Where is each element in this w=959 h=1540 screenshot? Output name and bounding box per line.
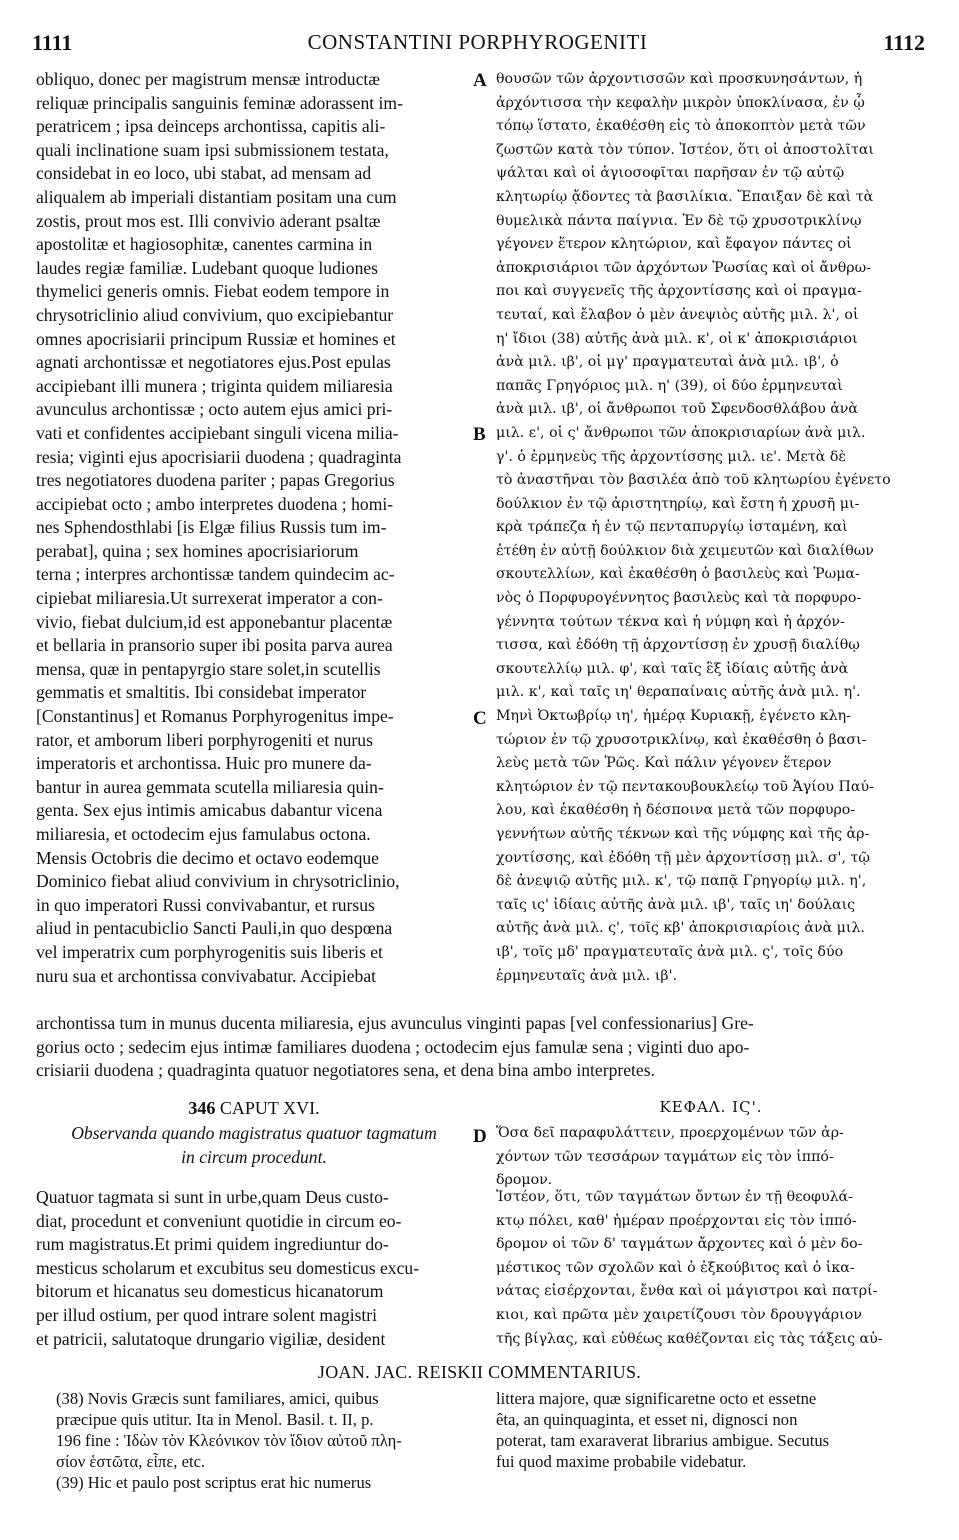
- greek-line: ψάλται καὶ οἱ ἁγιοσοφῖται παρῆσαν ἐν τῷ αὐτῷ: [496, 165, 845, 182]
- latin-full-line: archontissa tum in munus ducenta miliaresia, ejus avunculus vinginti papas [vel confessionarius] Gre-: [36, 1013, 754, 1033]
- greek-line: τὸ ἀναστῆναι τὸν βασιλέα ἀπὸ τοῦ κλητωρίου ἐγένετο: [496, 472, 891, 489]
- latin-line: Dominico fiebat aliud convivium in chrysotriclinio,: [36, 871, 400, 892]
- latin-line: imperatoris et archontissa. Huic pro munere da-: [36, 753, 372, 774]
- latin-line: perabat], quina ; sex homines apocrisiariorum: [36, 540, 359, 561]
- latin-line: considebat in eo loco, ubi stabat, ad mensam ad: [36, 163, 372, 184]
- greek-line: νὸς ὁ Πορφυρογέννητος βασιλεὺς καὶ τὰ πορφυρο-: [496, 590, 862, 607]
- commentary-heading: JOAN. JAC. REISKII COMMENTARIUS.: [317, 1362, 642, 1382]
- greek-line: μιλ. ε', οἱ ς' ἄνθρωποι τῶν ἀποκρισιαρίων ἀνὰ μιλ.: [496, 424, 866, 441]
- greek-line: η' ἴδιοι (38) αὐτῆς ἀνὰ μιλ. κ', οἱ κ' ἀποκρισιάριοι: [496, 330, 858, 347]
- latin-line: [Constantinus] et Romanus Porphyrogenitus impe-: [36, 706, 394, 727]
- greek-line: τῆς βίγλας, καὶ εὐθέως καθέζονται εἰς τὰς τάξεις αὐ-: [496, 1330, 883, 1347]
- margin-letter-b: B: [473, 424, 486, 445]
- greek-line: κιοι, καὶ πρῶτα μὲν χαιρετίζουσι τὸν δρουγγάριον: [496, 1306, 862, 1323]
- note-line: êta, an quinquaginta, et esset ni, dignosci non: [496, 1410, 798, 1429]
- latin-line: obliquo, donec per magistrum mensæ introductæ: [36, 69, 381, 89]
- latin-line: thymelici generis omnis. Fiebat eodem tempore in: [36, 281, 390, 302]
- chapter-title-greek: ΚΕΦΑΛ. ΙϚ'.: [659, 1098, 763, 1116]
- latin-line: et patricii, salutatoque drungario vigiliæ, desident: [36, 1328, 386, 1349]
- latin-full-width-text: [36, 1012, 926, 1083]
- latin-full-line: gorius octo ; sedecim ejus intimæ familiares duodena ; octodecim ejus famulæ sena ; viginti duo apo-: [36, 1036, 750, 1057]
- greek-line: ἀποκρισιάριοι τῶν ἀρχόντων Ῥωσίας καὶ οἱ ἄνθρω-: [496, 259, 871, 276]
- subtitle-line: Observanda quando magistratus quatuor tagmatum: [71, 1123, 437, 1143]
- latin-line: laudes regiæ familiæ. Ludebant quoque ludiones: [36, 257, 379, 278]
- note-line: (38) Novis Græcis sunt familiares, amici, quibus: [56, 1389, 379, 1408]
- latin-line: Quatuor tagmata si sunt in urbe,quam Deus custo-: [36, 1187, 389, 1207]
- latin-line: per illud ostium, per quod intrare solent magistri: [36, 1304, 378, 1325]
- greek-line: ἑρμηνευταῖς ἀνὰ μιλ. ιβ'.: [496, 967, 677, 984]
- greek-line: νάτας εἰσέρχονται, ἔνθα καὶ οἱ μάγιστροι καὶ πατρί-: [496, 1283, 878, 1300]
- latin-line: mensa, quæ in pentapyrgio stare solet,in scutellis: [36, 658, 381, 679]
- latin-line: gemmatis et smaltitis. Ibi considebat imperator: [36, 682, 367, 703]
- latin-line: Mensis Octobris die decimo et octavo eodemque: [36, 847, 379, 868]
- greek-line: τόπῳ ἵστατο, ἐκαθέσθη εἰς τὸ ἀποκοπτὸν μετὰ τῶν: [496, 118, 866, 135]
- greek-line: δρομον οἱ τῶν δ' ταγμάτων ἄρχοντες καὶ ὁ μὲν δο-: [496, 1236, 863, 1253]
- latin-line: avunculus archontissæ ; octo autem ejus amici pri-: [36, 399, 393, 420]
- greek-line: ιβ', τοῖς μδ' πραγματευταῖς ἀνὰ μιλ. ς', τοῖς δύο: [496, 943, 844, 960]
- greek-line: λου, καὶ ἐκαθέσθη ἡ δέσποινα μετὰ τῶν πορφυρο-: [496, 802, 856, 819]
- greek-line: θουσῶν τῶν ἀρχοντισσῶν καὶ προσκυνησάντων, ἡ: [496, 71, 863, 87]
- note-line: 196 fine : Ἰδὼν τὸν Κλεόνικον τὸν ἴδιον αὐτοῦ πλη-: [56, 1431, 402, 1450]
- latin-line: reliquæ principalis sanguinis feminæ adorassent im-: [36, 92, 403, 113]
- latin-full-line: crisiarii duodena ; quadraginta quatuor negotiatores sena, et dena bina ambo interpretes.: [36, 1060, 655, 1081]
- margin-letter-d: D: [473, 1126, 487, 1147]
- subtitle-line: δρομον.: [496, 1172, 553, 1189]
- greek-line: τευταί, καὶ ἔλαβον ὁ μὲν ἀνεψιὸς αὐτῆς μιλ. λ', οἱ: [496, 306, 859, 323]
- greek-line: μέστικος τῶν σχολῶν καὶ ὁ ἐξκούβιτος καὶ ὁ ἱκα-: [496, 1259, 855, 1276]
- latin-line: accipiebant illi munera ; triginta quidem miliaresia: [36, 375, 393, 396]
- greek-line: ἐτέθη ἐν αὐτῇ δούλκιον διὰ χειμευτῶν καὶ διαλίθων: [496, 542, 874, 559]
- latin-line: bitorum et hicanatus seu domesticus hicanatorum: [36, 1281, 384, 1302]
- greek-line: μιλ. κ', καὶ ταῖς ιη' θεραπαίναις αὐτῆς ἀνὰ μιλ. η'.: [496, 684, 861, 701]
- note-line: fui quod maxime probabile videbatur.: [496, 1452, 747, 1471]
- latin-line: bantur in aurea gemmata scutella miliaresia quin-: [36, 776, 384, 797]
- margin-letter-c: C: [473, 708, 487, 729]
- chapter-number: 346: [188, 1098, 216, 1118]
- latin-line: diat, procedunt et conveniunt quotidie in circum eo-: [36, 1210, 402, 1231]
- latin-line: cipiebat miliaresia.Ut surrexerat imperator a con-: [36, 588, 383, 609]
- greek-line: σκουτελλίων, καὶ ἐκαθέσθη ὁ βασιλεὺς καὶ Ῥωμα-: [496, 566, 860, 583]
- greek-line: αὐτῆς ἀνὰ μιλ. ς', τοῖς κβ' ἀποκρισιαρίοις ἀνὰ μιλ.: [496, 920, 865, 937]
- chapter-title-latin: CAPUT XVI.: [219, 1098, 320, 1118]
- greek-line: σκουτελλίῳ μιλ. φ', καὶ ταῖς ἓξ ἰδίαις αὐτῆς ἀνὰ: [496, 660, 849, 677]
- greek-line: ἀνὰ μιλ. ιβ', οἱ ἄνθρωποι τοῦ Σφενδοσθλάβου ἀνὰ: [496, 401, 858, 418]
- greek-line: κλητώριον ἐν τῷ πεντακουβουκλείῳ τοῦ Ἁγίου Παύ-: [496, 778, 874, 795]
- latin-line: peratricem ; ipsa deinceps archontissa, capitis ali-: [36, 116, 386, 137]
- greek-line: ταῖς ις' ἰδίαις αὐτῆς ἀνὰ μιλ. ιβ', ταῖς ιη' δούλαις: [496, 896, 856, 913]
- greek-line: γεννήτων αὐτῆς τέκνων καὶ τῆς νύμφης καὶ τῆς ἀρ-: [496, 826, 870, 842]
- page-number-left: 1111: [32, 30, 73, 55]
- greek-line: ἀνὰ μιλ. ιβ', οἱ μγ' πραγματευταὶ ἀνὰ μιλ. ιβ', ὁ: [496, 354, 839, 371]
- greek-line: ποι καὶ συγγενεῖς τῆς ἀρχοντίσσης καὶ οἱ πραγμα-: [496, 283, 862, 300]
- latin-line: mesticus scholarum et excubitus seu domesticus excu-: [36, 1257, 420, 1278]
- latin-line: tres negotiatores duodena pariter ; papas Gregorius: [36, 470, 395, 491]
- latin-line: et bellaria in pransorio super ibi posita parva aurea: [36, 635, 393, 656]
- latin-column-top: [36, 68, 472, 988]
- greek-line: δὲ ἀνεψιῷ αὐτῆς μιλ. κ', τῷ παπᾷ Γρηγορίῳ μιλ. η',: [496, 873, 867, 890]
- latin-line: aliud in pentacubiclio Sancti Pauli,in quo despœna: [36, 918, 393, 939]
- subtitle-line: χόντων τῶν τεσσάρων ταγμάτων εἰς τὸν ἱππό-: [496, 1148, 834, 1165]
- latin-line: terna ; interpres archontissæ tandem quindecim ac-: [36, 564, 395, 585]
- note-line: littera majore, quæ significaretne octo et essetne: [496, 1389, 817, 1408]
- greek-line: κλητωρίῳ ᾄδοντες τὰ βασιλίκια. Ἔπαιξαν δὲ καὶ τὰ: [496, 188, 874, 205]
- running-title: CONSTANTINI PORPHYROGENITI: [307, 30, 648, 54]
- margin-letter-a: A: [473, 70, 487, 91]
- latin-line: zostis, prout mos est. Illi convivio aderant psaltæ: [36, 210, 381, 231]
- greek-line: κρὰ τράπεζα ἡ ἐν τῷ πενταπυργίῳ ἱσταμένη, καὶ: [496, 519, 848, 536]
- greek-line: λεὺς μετὰ τῶν Ῥῶς. Καὶ πάλιν γέγονεν ἕτερον: [496, 755, 832, 772]
- greek-line: ἀρχόντισσα τὴν κεφαλὴν μικρὸν ὑποκλίνασα, ἐν ᾧ: [496, 94, 865, 111]
- greek-column-top: [496, 68, 926, 988]
- subtitle-line: in circum procedunt.: [181, 1146, 327, 1167]
- latin-line: omnes apocrisiarii principum Russiæ et homines et: [36, 328, 396, 349]
- latin-line: agnati archontissæ et negotiatores ejus.Post epulas: [36, 352, 391, 373]
- latin-line: nuru sua et archontissa convivabatur. Accipiebat: [36, 965, 377, 986]
- latin-line: aliqualem ab imperiali distantiam positam una cum: [36, 186, 397, 207]
- subtitle-line: Ὅσα δεῖ παραφυλάττειν, προερχομένων τῶν ἀρ-: [496, 1125, 844, 1141]
- note-line: poterat, tam exaraverat librarius ambigue. Secutus: [496, 1431, 830, 1450]
- latin-line: accipiebat octo ; ambo interpretes duodena ; homi-: [36, 493, 394, 514]
- greek-line: Ἰστέον, ὅτι, τῶν ταγμάτων ὄντων ἐν τῇ θεοφυλά-: [496, 1189, 853, 1205]
- latin-line: vel imperatrix cum porphyrogenitis suis liberis et: [36, 941, 383, 962]
- latin-line: quali inclinatione suam ipsi submissionem testata,: [36, 139, 389, 160]
- latin-line: miliaresia, et octodecim ejus famulabus octona.: [36, 824, 371, 844]
- greek-line: γέγονεν ἕτερον κλητώριον, καὶ ἔφαγον πάντες οἱ: [496, 236, 852, 253]
- greek-line: ζωστῶν κατὰ τὸν τύπον. Ἰστέον, ὅτι οἱ ἀποστολῖται: [496, 141, 874, 158]
- latin-line: resia; viginti ejus apocrisiarii duodena ; quadraginta: [36, 446, 402, 467]
- latin-line: vati et confidentes accipiebant singuli vicena milia-: [36, 422, 399, 443]
- latin-line: chrysotriclinio aliud convivium, quo excipiebantur: [36, 304, 394, 325]
- latin-column-bottom: [36, 1186, 472, 1351]
- greek-line: δούλκιον ἐν τῷ ἀριστητηρίῳ, καὶ ἔστη ἡ χρυσῆ μι-: [496, 495, 860, 512]
- chapter-subtitle-latin: [36, 1123, 472, 1170]
- chapter-subtitle-greek: [496, 1123, 926, 1194]
- note-line: præcipue quis utitur. Ita in Menol. Basil. t. II, p.: [56, 1410, 374, 1429]
- commentary-notes-right: [496, 1388, 926, 1472]
- greek-column-bottom: [496, 1186, 926, 1351]
- greek-line: γ'. ὁ ἑρμηνεὺς τῆς ἀρχοντίσσης μιλ. ιε'. Μετὰ δὲ: [496, 448, 847, 465]
- page-number-right: 1112: [883, 30, 925, 55]
- latin-line: genta. Sex ejus intimis amicabus dabantur vicena: [36, 800, 383, 821]
- greek-line: τώριον ἐν τῷ χρυσοτρικλίνῳ, καὶ ἐκαθέσθη ὁ βασι-: [496, 731, 867, 748]
- greek-line: κτῳ πόλει, καθ' ἡμέραν προέρχονται εἰς τὸν ἱππό-: [496, 1212, 857, 1229]
- page-header: [30, 30, 925, 60]
- greek-line: Μηνὶ Ὀκτωβρίῳ ιη', ἡμέρᾳ Κυριακῇ, ἐγένετο κλη-: [496, 708, 851, 725]
- greek-line: χοντίσσης, καὶ ἐδόθη τῇ μὲν ἀρχοντίσσῃ μιλ. σ', τῷ: [496, 849, 870, 866]
- commentary-notes-left: [56, 1388, 476, 1493]
- latin-line: rum magistratus.Et primi quidem ingrediuntur do-: [36, 1234, 389, 1255]
- note-line: (39) Hic et paulo post scriptus erat hic numerus: [56, 1473, 372, 1492]
- greek-line: τισσα, καὶ ἐδόθη τῇ ἀρχοντίσσῃ ἐν χρυσῇ διαλίθῳ: [496, 637, 860, 654]
- greek-line: θυμελικὰ πάντα παίγνια. Ἐν δὲ τῷ χρυσοτρικλίνῳ: [496, 212, 862, 229]
- latin-line: rator, et amborum liberi porphyrogeniti et nurus: [36, 729, 373, 750]
- greek-line: γέννητα τούτων τέκνα καὶ ἡ νύμφη καὶ ἡ ἀρχόν-: [496, 613, 845, 630]
- latin-line: vivio, fiebat dulcium,id est apponebantur placentæ: [36, 611, 393, 632]
- chapter-heading-latin: [36, 1098, 472, 1119]
- greek-line: παπᾶς Γρηγόριος μιλ. η' (39), οἱ δύο ἑρμηνευταὶ: [496, 377, 843, 394]
- note-line: σίον ἑστῶτα, εἶπε, etc.: [56, 1452, 206, 1471]
- latin-line: nes Sphendosthlabi [is Elgæ filius Russis tum im-: [36, 517, 387, 538]
- latin-line: apostolitæ et hagiosophitæ, canentes carmina in: [36, 234, 373, 255]
- latin-line: in quo imperatori Russi convivabantur, et rursus: [36, 894, 375, 915]
